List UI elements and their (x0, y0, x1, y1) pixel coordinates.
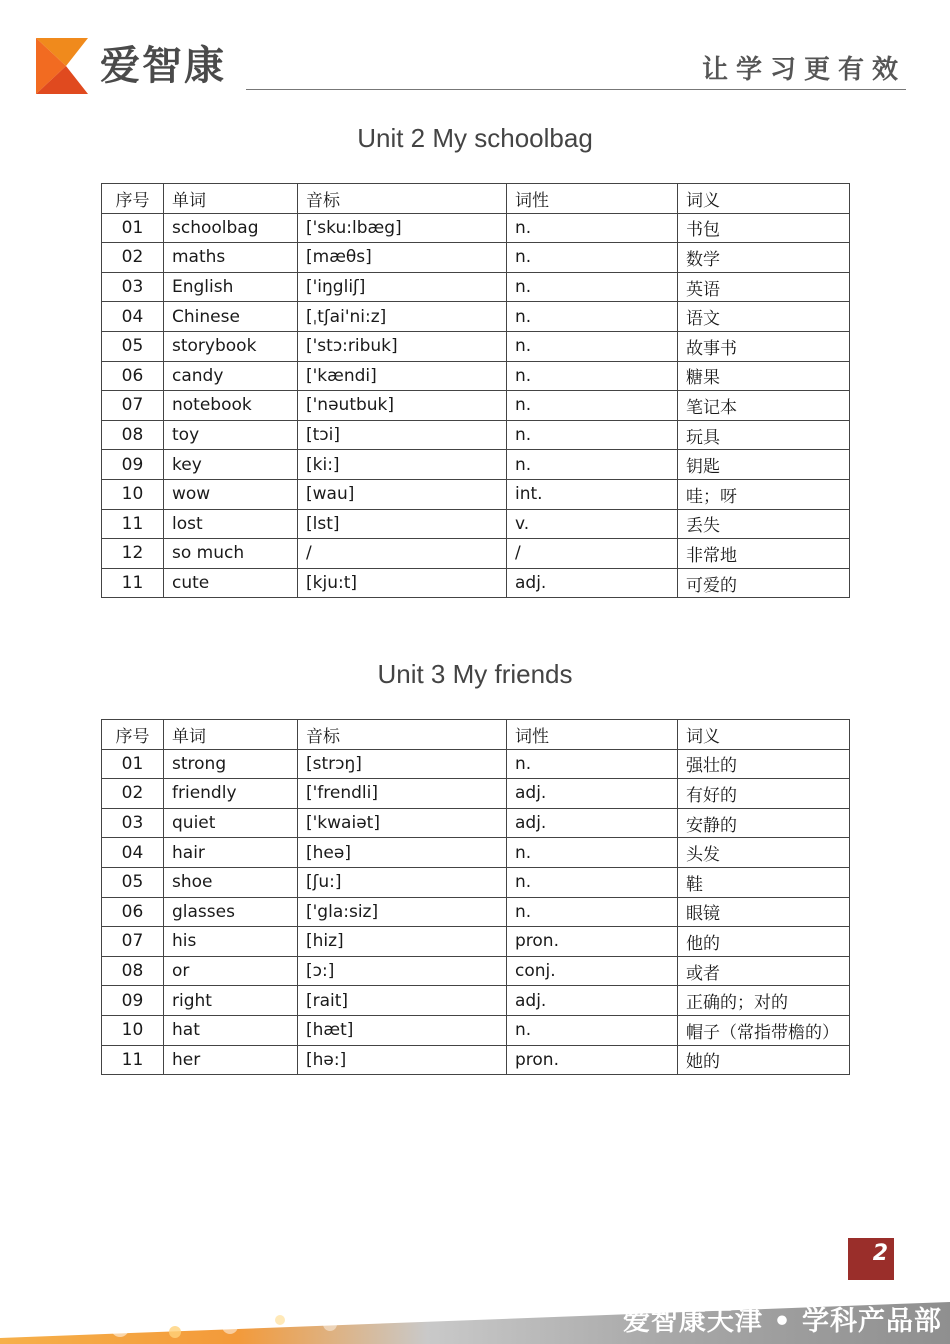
table-row (102, 897, 850, 927)
cell-part-of-speech: n. (507, 243, 678, 273)
header-divider (246, 89, 906, 90)
brand-name: 爱智康 (100, 43, 226, 89)
cell-meaning: 眼镜 (678, 897, 850, 927)
cell-phonetic: ['kændi] (298, 361, 507, 391)
cell-word: glasses (164, 897, 298, 927)
cell-number: 02 (102, 779, 164, 809)
cell-part-of-speech: adj. (507, 986, 678, 1016)
cell-meaning: 数学 (678, 243, 850, 273)
table-row (102, 779, 850, 809)
unit-2-vocab-table (101, 183, 850, 598)
cell-phonetic: [ˌtʃai'ni:z] (298, 302, 507, 332)
table-row (102, 302, 850, 332)
cell-part-of-speech: n. (507, 450, 678, 480)
cell-meaning: 鞋 (678, 867, 850, 897)
cell-part-of-speech: adj. (507, 808, 678, 838)
header-number: 序号 (102, 720, 164, 750)
table-row (102, 509, 850, 539)
header-number: 序号 (102, 184, 164, 214)
table-row (102, 927, 850, 957)
unit-3-title: Unit 3 My friends (377, 659, 573, 689)
cell-meaning: 笔记本 (678, 391, 850, 421)
cell-number: 07 (102, 927, 164, 957)
cell-phonetic: [rait] (298, 986, 507, 1016)
cell-meaning: 有好的 (678, 779, 850, 809)
cell-number: 09 (102, 450, 164, 480)
cell-phonetic: [strɔŋ] (298, 749, 507, 779)
cell-part-of-speech: n. (507, 749, 678, 779)
header-part-of-speech: 词性 (507, 720, 678, 750)
header-meaning: 词义 (678, 720, 850, 750)
header-word: 单词 (164, 720, 298, 750)
header-part-of-speech: 词性 (507, 184, 678, 214)
cell-part-of-speech: n. (507, 331, 678, 361)
header-word: 单词 (164, 184, 298, 214)
cell-phonetic: / (298, 539, 507, 569)
cell-meaning: 哇；呀 (678, 479, 850, 509)
cell-part-of-speech: n. (507, 420, 678, 450)
cell-phonetic: [hiz] (298, 927, 507, 957)
cell-part-of-speech: int. (507, 479, 678, 509)
header-meaning: 词义 (678, 184, 850, 214)
cell-part-of-speech: n. (507, 838, 678, 868)
cell-number: 10 (102, 479, 164, 509)
page-number: 2 (848, 1238, 894, 1280)
table-row (102, 568, 850, 598)
table-row (102, 956, 850, 986)
cell-number: 05 (102, 867, 164, 897)
cell-word: Chinese (164, 302, 298, 332)
table-header-row (102, 184, 850, 214)
cell-part-of-speech: pron. (507, 927, 678, 957)
cell-phonetic: [hə:] (298, 1045, 507, 1075)
cell-part-of-speech: n. (507, 213, 678, 243)
cell-word: candy (164, 361, 298, 391)
cell-word: or (164, 956, 298, 986)
cell-number: 07 (102, 391, 164, 421)
cell-phonetic: [lst] (298, 509, 507, 539)
cell-phonetic: ['gla:siz] (298, 897, 507, 927)
cell-part-of-speech: adj. (507, 779, 678, 809)
cell-part-of-speech: n. (507, 361, 678, 391)
cell-part-of-speech: n. (507, 897, 678, 927)
table-row (102, 867, 850, 897)
cell-phonetic: ['iŋgliʃ] (298, 272, 507, 302)
cell-phonetic: ['nəutbuk] (298, 391, 507, 421)
table-row (102, 331, 850, 361)
cell-phonetic: ['frendli] (298, 779, 507, 809)
table-row (102, 1015, 850, 1045)
cell-number: 10 (102, 1015, 164, 1045)
cell-part-of-speech: v. (507, 509, 678, 539)
cell-number: 04 (102, 302, 164, 332)
table-row (102, 243, 850, 273)
cell-number: 09 (102, 986, 164, 1016)
table-row (102, 808, 850, 838)
cell-meaning: 钥匙 (678, 450, 850, 480)
cell-word: maths (164, 243, 298, 273)
table-row (102, 420, 850, 450)
cell-number: 02 (102, 243, 164, 273)
cell-word: storybook (164, 331, 298, 361)
cell-number: 08 (102, 956, 164, 986)
cell-phonetic: [ʃu:] (298, 867, 507, 897)
cell-number: 03 (102, 272, 164, 302)
cell-word: friendly (164, 779, 298, 809)
cell-word: English (164, 272, 298, 302)
cell-meaning: 故事书 (678, 331, 850, 361)
cell-phonetic: ['stɔ:ribuk] (298, 331, 507, 361)
slogan: 让学习更有效 (701, 55, 906, 85)
table-row (102, 479, 850, 509)
cell-word: his (164, 927, 298, 957)
cell-word: right (164, 986, 298, 1016)
header-phonetic: 音标 (298, 720, 507, 750)
cell-part-of-speech: n. (507, 272, 678, 302)
cell-part-of-speech: pron. (507, 1045, 678, 1075)
table-row (102, 539, 850, 569)
cell-meaning: 他的 (678, 927, 850, 957)
cell-meaning: 可爱的 (678, 568, 850, 598)
cell-meaning: 玩具 (678, 420, 850, 450)
cell-meaning: 她的 (678, 1045, 850, 1075)
cell-part-of-speech: n. (507, 1015, 678, 1045)
cell-word: lost (164, 509, 298, 539)
cell-number: 08 (102, 420, 164, 450)
cell-number: 06 (102, 897, 164, 927)
cell-word: her (164, 1045, 298, 1075)
table-row (102, 450, 850, 480)
cell-word: schoolbag (164, 213, 298, 243)
cell-number: 03 (102, 808, 164, 838)
cell-phonetic: [heə] (298, 838, 507, 868)
cell-meaning: 英语 (678, 272, 850, 302)
cell-meaning: 帽子（常指带檐的） (678, 1015, 850, 1045)
cell-phonetic: [ɔ:] (298, 956, 507, 986)
table-row (102, 361, 850, 391)
cell-meaning: 正确的；对的 (678, 986, 850, 1016)
cell-phonetic: [ki:] (298, 450, 507, 480)
cell-phonetic: ['sku:lbæg] (298, 213, 507, 243)
cell-word: toy (164, 420, 298, 450)
cell-word: hair (164, 838, 298, 868)
cell-number: 01 (102, 213, 164, 243)
cell-word: shoe (164, 867, 298, 897)
cell-meaning: 丢失 (678, 509, 850, 539)
cell-part-of-speech: n. (507, 302, 678, 332)
table-row (102, 1045, 850, 1075)
cell-number: 11 (102, 509, 164, 539)
cell-word: cute (164, 568, 298, 598)
cell-meaning: 头发 (678, 838, 850, 868)
cell-part-of-speech: conj. (507, 956, 678, 986)
cell-part-of-speech: n. (507, 391, 678, 421)
table-row (102, 838, 850, 868)
table-row (102, 749, 850, 779)
cell-number: 11 (102, 1045, 164, 1075)
table-row (102, 391, 850, 421)
footer-department: 爱智康天津 • 学科产品部 (622, 1306, 942, 1337)
unit-2-title: Unit 2 My schoolbag (357, 123, 593, 153)
cell-number: 06 (102, 361, 164, 391)
table-row (102, 986, 850, 1016)
cell-word: strong (164, 749, 298, 779)
cell-number: 12 (102, 539, 164, 569)
cell-word: wow (164, 479, 298, 509)
cell-meaning: 语文 (678, 302, 850, 332)
cell-word: notebook (164, 391, 298, 421)
unit-3-vocab-table (101, 719, 850, 1075)
cell-meaning: 强壮的 (678, 749, 850, 779)
cell-number: 01 (102, 749, 164, 779)
cell-number: 05 (102, 331, 164, 361)
cell-meaning: 书包 (678, 213, 850, 243)
table-header-row (102, 720, 850, 750)
cell-part-of-speech: n. (507, 867, 678, 897)
cell-phonetic: [hæt] (298, 1015, 507, 1045)
cell-part-of-speech: adj. (507, 568, 678, 598)
cell-meaning: 糖果 (678, 361, 850, 391)
cell-phonetic: [wau] (298, 479, 507, 509)
cell-meaning: 或者 (678, 956, 850, 986)
cell-meaning: 非常地 (678, 539, 850, 569)
brand-logo-icon (36, 38, 92, 94)
table-row (102, 272, 850, 302)
cell-meaning: 安静的 (678, 808, 850, 838)
cell-part-of-speech: / (507, 539, 678, 569)
cell-number: 11 (102, 568, 164, 598)
cell-number: 04 (102, 838, 164, 868)
table-row (102, 213, 850, 243)
cell-phonetic: [mæθs] (298, 243, 507, 273)
cell-word: so much (164, 539, 298, 569)
cell-word: hat (164, 1015, 298, 1045)
cell-word: quiet (164, 808, 298, 838)
cell-phonetic: [kju:t] (298, 568, 507, 598)
cell-phonetic: ['kwaiət] (298, 808, 507, 838)
cell-word: key (164, 450, 298, 480)
cell-phonetic: [tɔi] (298, 420, 507, 450)
header-phonetic: 音标 (298, 184, 507, 214)
